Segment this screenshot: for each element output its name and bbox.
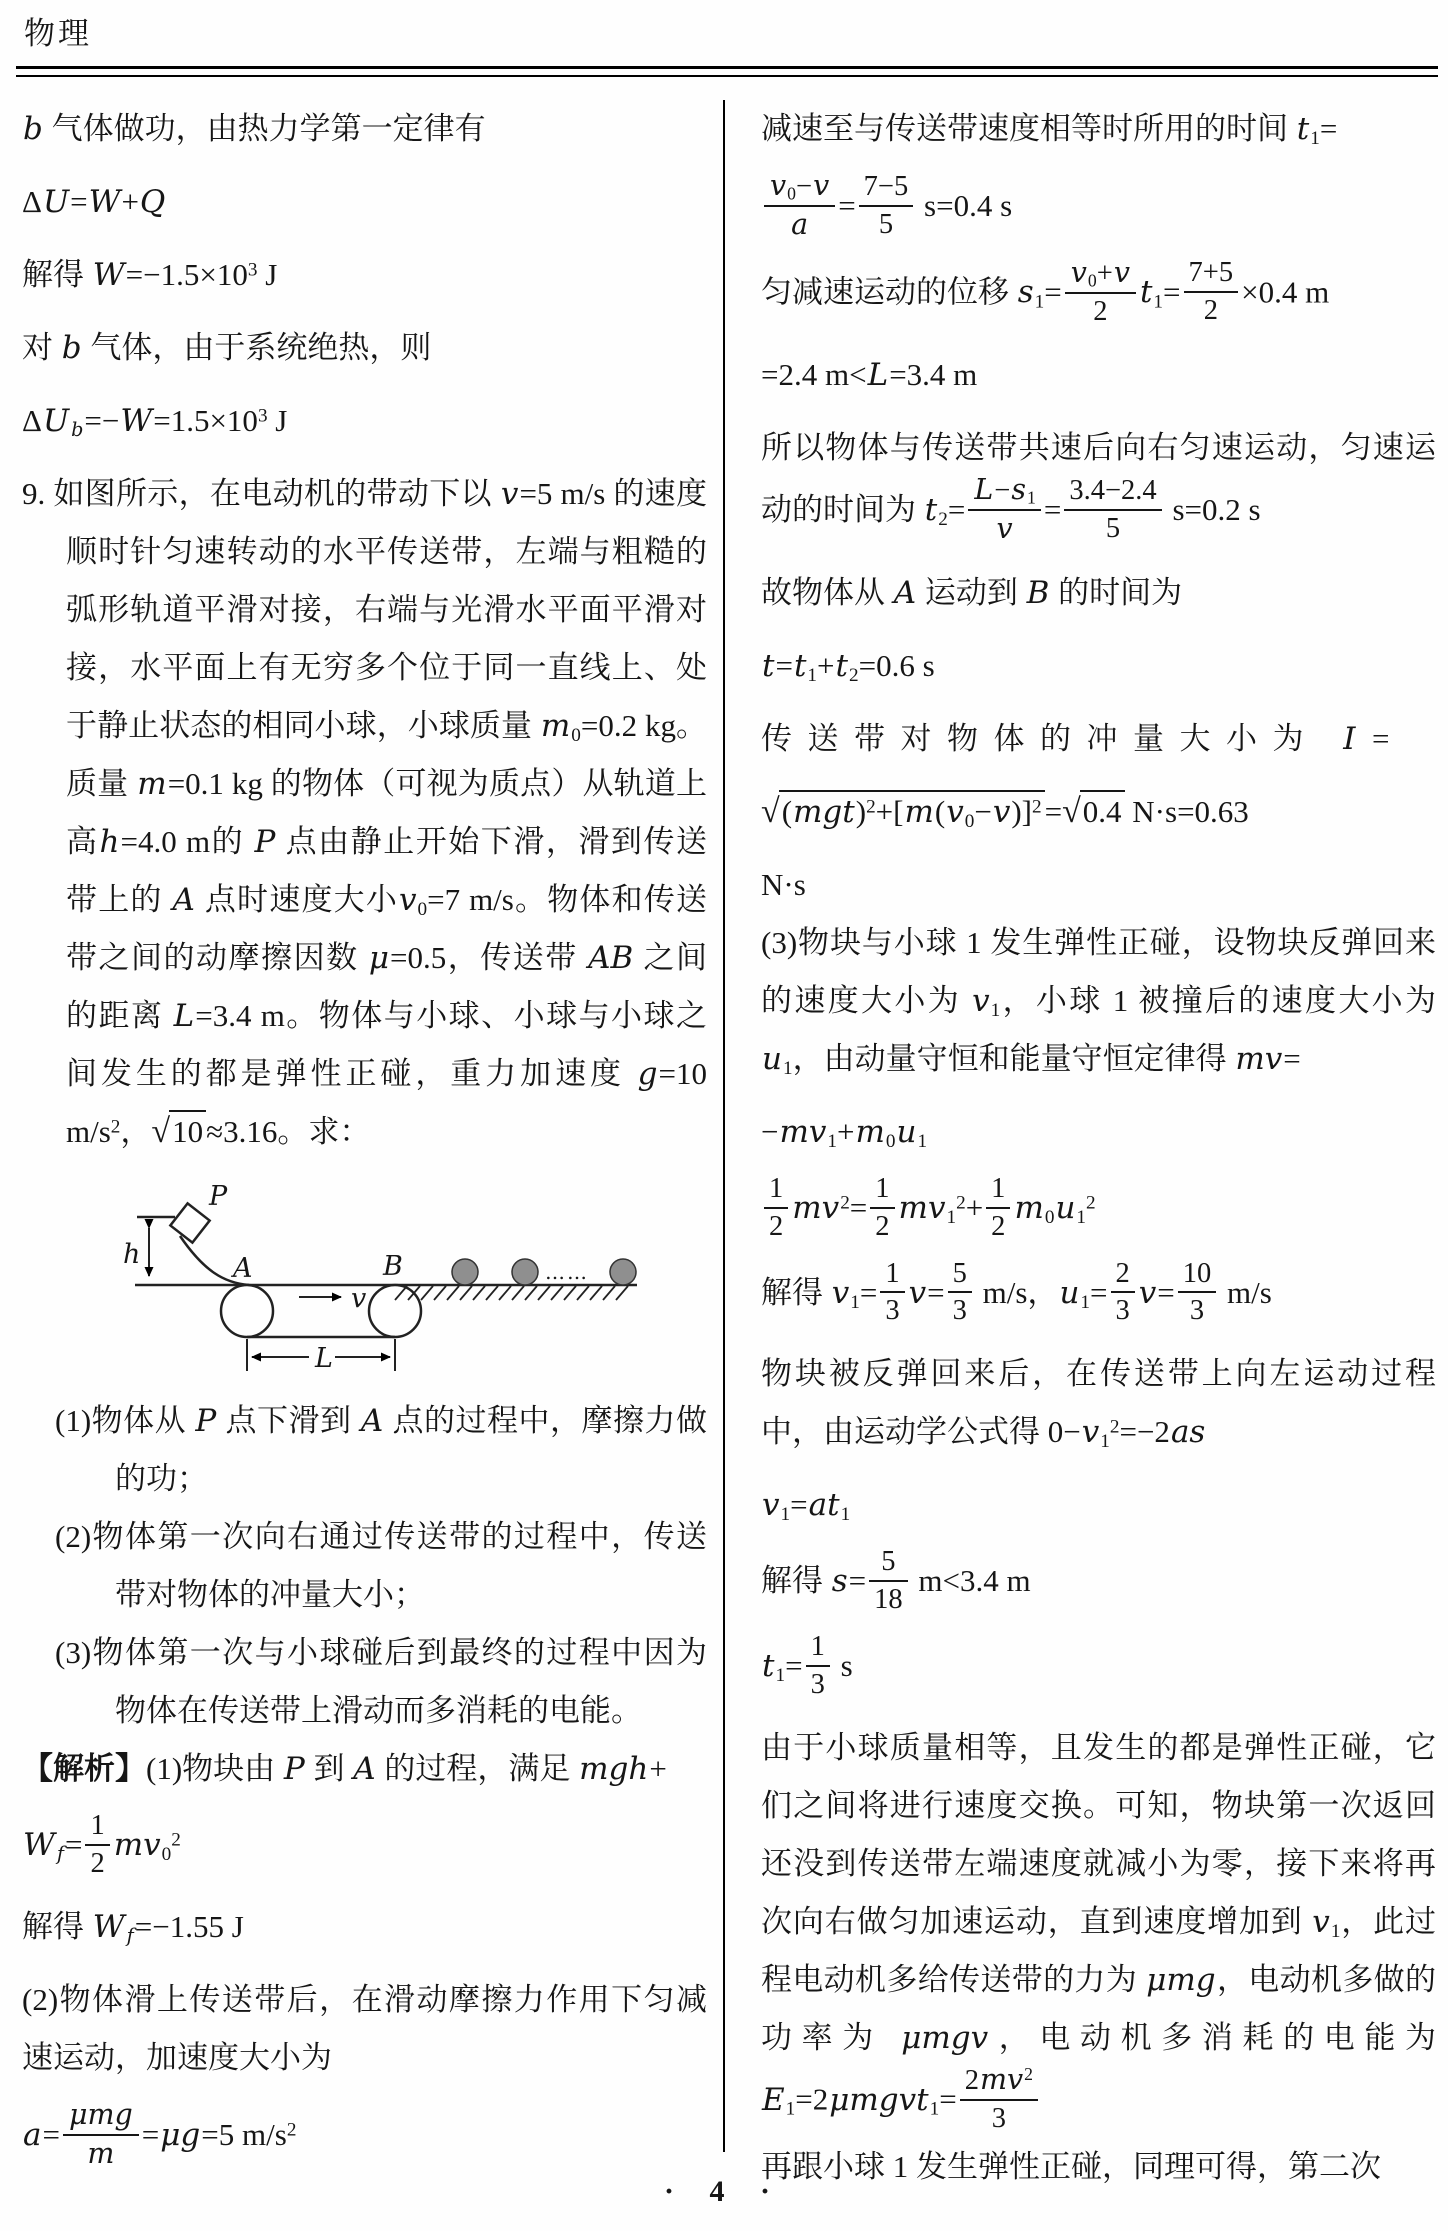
label-h: h [123,1239,141,1270]
ball-3 [610,1259,636,1285]
figure-container [77,1171,707,1388]
page-header-title: 物理 [24,16,92,51]
formula-delta-ub: ΔU $_b=-W=1.5\times 10^3$ J [22,403,288,441]
left-column-top [22,100,707,1161]
label-P: P [209,1181,228,1212]
problem-figure [77,1171,657,1383]
label-A: A [233,1253,253,1284]
velocity-exchange-para: 由于小球质量相等，且发生的都是弹性正碰，它们之间将进行速度交换。可知，物块第一次返回还没到传送带左端速度就减小为零，接下来将再次向右做匀加速运动，直到速度增加到 $v_1$，此过程电动机多给传送带的力为 μmg，电动机多做的功率为 μmgv，电动机多消耗的电能为 $E_1=2\mu mgvt_1=$ $\frac{2mv^2}{3}$ [761,1730,1437,2135]
ball-2 [512,1259,538,1285]
formula-wf: W $_f$= $\frac{1}{2}$ $mv_0^2$ [23,1810,181,1879]
pulley-left [221,1285,273,1337]
formula-s-value: 解得 s= $\frac{5}{18}$ m<3.4 m [761,1546,1031,1616]
column-divider [723,100,725,2152]
analysis-part2-line: (2)物体滑上传送带后，在滑动摩擦力作用下匀减速运动，加速度大小为 [22,1981,707,2075]
label-v: v [351,1283,367,1314]
formula-energy: $\frac{1}{2}$ $mv^2=$ $\frac{1}{2}$ $mv_1^2+$ $\frac{1}{2}$ $m_0u_1^2$ [761,1176,1436,1246]
formula-v1-u1: 解得 $v_1=$ $\frac{1}{3}$ v= $\frac{5}{3}$ m/s，$u_1=$ $\frac{2}{3}$ v= $\frac{10}{3}$ m/s [761,1257,1272,1327]
formula-acceleration: a= μmg m =μg=5 $m/s^2$ [23,2097,297,2170]
adiabatic-line: 对 b 气体，由于系统绝热，则 [22,330,432,366]
right-column [761,100,1436,2196]
formula-s1-value: =2.4 m<L=3.4 m [761,356,978,393]
formula-s1: 匀减速运动的位移 $s_1=$ $\frac{v_0+v}{2}$ $t_1=$ $\frac{7+5}{2}$ ×0.4 m [761,255,1330,327]
rebound-line: 物块被反弹回来后，在传送带上向左运动过程中，由运动学公式得 $0-v_1^2=-2as$ [761,1356,1436,1453]
left-column [22,100,707,2189]
block-P-icon [170,1203,209,1242]
uniform-motion-line: 所以物体与传送带共速后向右匀速运动，匀速运动的时间为 $t_2=$ $\frac{L-s_1}{v}$ = $\frac{3.4-2.4}{5}$ s=0.2 s [761,429,1436,545]
question-1: (1)物体从 P 点下滑到 A 点的过程中，摩擦力做的功； [55,1403,707,1496]
label-L: L [315,1343,333,1374]
thermo-law-line: b 气体做功，由热力学第一定律有 [23,111,486,147]
ball-1 [452,1259,478,1285]
formula-impulse: $√(mgt)^2+[m(v_0-v)]^2=√0.4$ N·s=0.63 [761,783,1436,841]
label-B: B [383,1251,403,1282]
question-3: (3)物体第一次与小球碰后到最终的过程中因为物体在传送带上滑动而多消耗的电能。 [55,1635,707,1728]
question-2: (2)物体第一次向右通过传送带的过程中，传送带对物体的冲量大小； [55,1519,707,1612]
formula-total-time: $t=t_1+t_2=0.6$ s [762,647,935,686]
formula-v1-at1: $v_1=at_1$ [762,1487,851,1526]
second-collision-line: 再跟小球 1 发生弹性正碰，同理可得，第二次 [761,2149,1381,2184]
problem-9-statement: 9. 如图所示，在电动机的带动下以 v=5 m/s 的速度顺时针匀速转动的水平传送带，左端与粗糙的弧形轨道平滑对接，右端与光滑水平面平滑对接，水平面上有无穷多个位于同一直线上、处于静止状态的相同小球，小球质量 $m_0=0.2$ kg。质量 m=0.1 kg 的物体（可视为质点）从轨道上高h=4.0 m的 P 点由静止开始下滑，滑到传送带上的 A 点时速度大小$v_0=7$ m/s。物体和传送带之间的动摩擦因数 μ=0.5，传送带 AB 之间的距离 L=3.4 m。物体与小球、小球与小球之间发生的都是弹性正碰，重力加速度 g=10 $m/s^2$，√10≈3.16。求： [22,476,708,1150]
content-columns [22,100,1436,2196]
formula-momentum: $-mv_1+m_0u_1$ [761,1113,928,1152]
decel-time-line: 减速至与传送带速度相等时所用的时间 $t_1=$ [761,111,1338,149]
label-ellipsis: …… [545,1260,589,1284]
formula-t1: $\frac{v_0-v}{a}$ = $\frac{7-5}{5}$ s=0.4 s [761,173,1436,245]
formula-solve-w: 解得 $W=-1.5\times 10^3$ J [22,257,278,293]
analysis-part1-line: 【解析】(1)物块由 P 到 A 的过程，满足 mgh+ [22,1751,667,1787]
formula-delta-u: ΔU=W+Q [22,184,166,220]
impulse-line: 传送带对物体的冲量大小为 I= [761,720,1405,757]
formula-t1-value: $t_1=$ $\frac{1}{3}$ s [762,1631,853,1701]
header-rule [16,66,1438,77]
formula-wf-value: 解得 W $_f$=−1.55 J [22,1908,244,1947]
ground-hatching [395,1286,628,1300]
analysis-part3-line: (3)物块与小球 1 发生弹性正碰，设物块反弹回来的速度大小为 $v_1$，小球 1 被撞后的速度大小为 $u_1$，由动量守恒和能量守恒定律得 mv= [761,924,1436,1079]
impulse-unit-line: N·s [761,866,806,902]
left-column-bottom [22,1392,707,2174]
ab-time-line: 故物体从 A 运动到 B 的时间为 [761,574,1183,611]
page-number: · 4 · [663,2175,784,2208]
